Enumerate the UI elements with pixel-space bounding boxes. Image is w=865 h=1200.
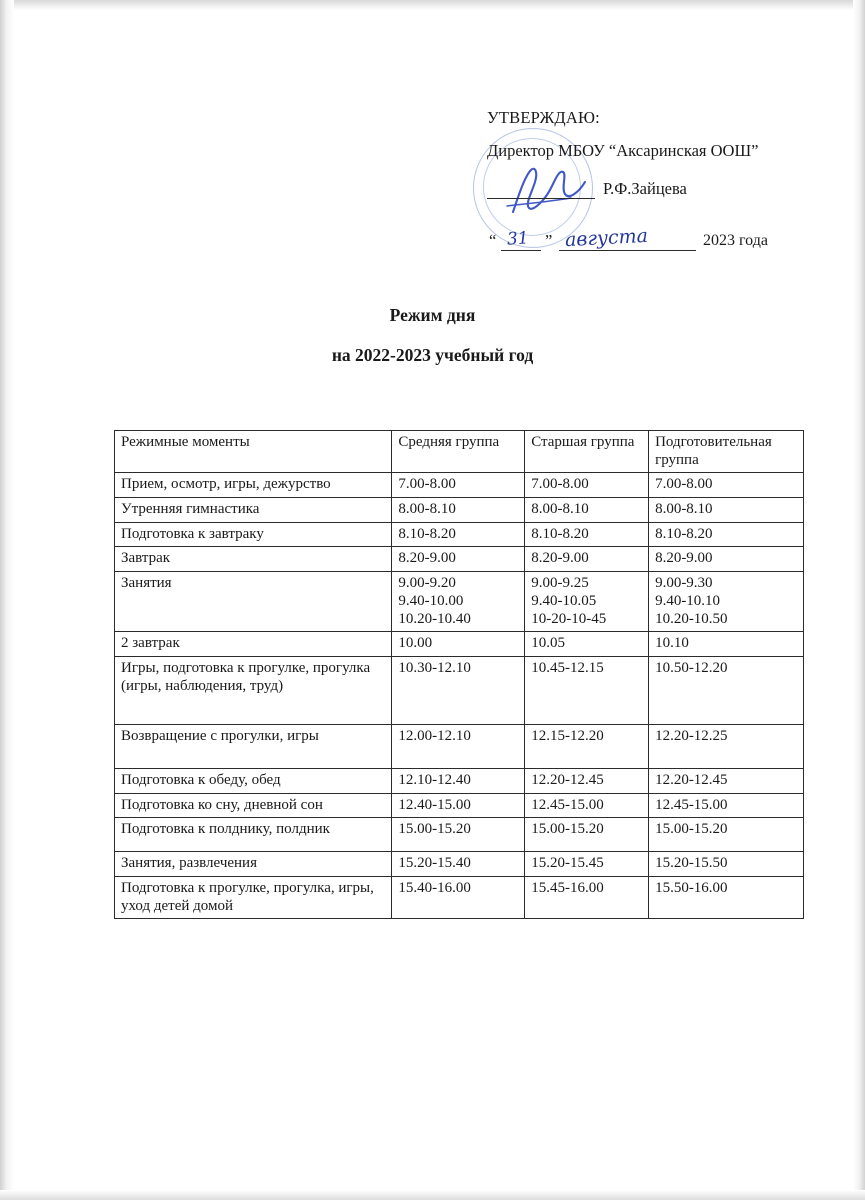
cell-prep-group: 12.45-15.00	[649, 793, 804, 818]
table-row	[115, 632, 804, 657]
table-header-row	[115, 431, 804, 473]
cell-middle-group: 15.40-16.00	[392, 876, 525, 918]
approval-block	[487, 110, 807, 257]
cell-prep-group: 7.00-8.00	[649, 473, 804, 498]
table-row	[115, 656, 804, 724]
handwritten-day: 31	[506, 228, 530, 250]
cell-senior-group: 7.00-8.00	[525, 473, 649, 498]
table-row	[115, 522, 804, 547]
cell-middle-group: 9.00-9.20 9.40-10.00 10.20-10.40	[392, 572, 525, 632]
table-row	[115, 818, 804, 852]
cell-prep-group: 15.50-16.00	[649, 876, 804, 918]
table-row	[115, 547, 804, 572]
cell-senior-group: 9.00-9.25 9.40-10.05 10-20-10-45	[525, 572, 649, 632]
page-title: Режим дня	[389, 305, 476, 325]
table-row	[115, 572, 804, 632]
cell-senior-group: 8.20-9.00	[525, 547, 649, 572]
signature-rule	[487, 198, 595, 199]
page-edge-right	[853, 0, 865, 1200]
cell-moment: Подготовка к полднику, полдник	[115, 818, 392, 852]
date-year: 2023 года	[703, 232, 768, 249]
cell-senior-group: 15.00-15.20	[525, 818, 649, 852]
cell-prep-group: 12.20-12.25	[649, 724, 804, 768]
director-name: Р.Ф.Зайцева	[603, 179, 687, 198]
page-edge-left	[0, 0, 14, 1200]
cell-middle-group: 8.10-8.20	[392, 522, 525, 547]
cell-middle-group: 8.00-8.10	[392, 498, 525, 523]
cell-prep-group: 8.20-9.00	[649, 547, 804, 572]
cell-middle-group: 8.20-9.00	[392, 547, 525, 572]
approval-date-row	[487, 224, 807, 257]
page-edge-top	[0, 0, 865, 10]
schedule-table	[114, 430, 804, 919]
cell-moment: Подготовка ко сну, дневной сон	[115, 793, 392, 818]
approval-heading: УТВЕРЖДАЮ:	[487, 108, 600, 127]
date-day-rule	[501, 250, 541, 251]
header-moments: Режимные моменты	[115, 431, 392, 473]
schedule-table-wrap	[114, 430, 804, 919]
cell-moment: Утренняя гимнастика	[115, 498, 392, 523]
cell-moment: Занятия, развлечения	[115, 852, 392, 877]
cell-senior-group: 15.20-15.45	[525, 852, 649, 877]
header-prep-group: Подготовительная группа	[649, 431, 804, 473]
cell-prep-group: 8.00-8.10	[649, 498, 804, 523]
cell-moment: Возвращение с прогулки, игры	[115, 724, 392, 768]
signature-line-row	[487, 181, 807, 205]
page-edge-bottom	[0, 1190, 865, 1200]
cell-middle-group: 10.00	[392, 632, 525, 657]
table-row	[115, 876, 804, 918]
header-middle-group: Средняя группа	[392, 431, 525, 473]
cell-senior-group: 10.05	[525, 632, 649, 657]
table-row	[115, 768, 804, 793]
table-row	[115, 724, 804, 768]
page-subtitle: на 2022-2023 учебный год	[331, 345, 534, 365]
cell-senior-group: 10.45-12.15	[525, 656, 649, 724]
cell-senior-group: 12.15-12.20	[525, 724, 649, 768]
cell-middle-group: 10.30-12.10	[392, 656, 525, 724]
quote-open: “	[489, 231, 497, 250]
cell-prep-group: 8.10-8.20	[649, 522, 804, 547]
cell-middle-group: 12.00-12.10	[392, 724, 525, 768]
cell-senior-group: 12.45-15.00	[525, 793, 649, 818]
header-senior-group: Старшая группа	[525, 431, 649, 473]
cell-middle-group: 12.10-12.40	[392, 768, 525, 793]
cell-prep-group: 9.00-9.30 9.40-10.10 10.20-10.50	[649, 572, 804, 632]
quote-close: ”	[545, 231, 553, 250]
cell-moment: Подготовка к обеду, обед	[115, 768, 392, 793]
cell-middle-group: 7.00-8.00	[392, 473, 525, 498]
cell-prep-group: 12.20-12.45	[649, 768, 804, 793]
cell-prep-group: 10.10	[649, 632, 804, 657]
cell-middle-group: 15.20-15.40	[392, 852, 525, 877]
cell-prep-group: 15.00-15.20	[649, 818, 804, 852]
table-row	[115, 852, 804, 877]
cell-prep-group: 15.20-15.50	[649, 852, 804, 877]
cell-moment: Подготовка к завтраку	[115, 522, 392, 547]
cell-moment: Подготовка к прогулке, прогулка, игры, уход детей домой	[115, 876, 392, 918]
cell-senior-group: 12.20-12.45	[525, 768, 649, 793]
handwritten-month: августа	[564, 224, 649, 252]
cell-senior-group: 8.00-8.10	[525, 498, 649, 523]
cell-moment: Завтрак	[115, 547, 392, 572]
cell-moment: Прием, осмотр, игры, дежурство	[115, 473, 392, 498]
cell-prep-group: 10.50-12.20	[649, 656, 804, 724]
cell-middle-group: 12.40-15.00	[392, 793, 525, 818]
table-row	[115, 473, 804, 498]
cell-moment: 2 завтрак	[115, 632, 392, 657]
director-line: Директор МБОУ “Аксаринская ООШ”	[487, 140, 759, 160]
table-row	[115, 498, 804, 523]
cell-senior-group: 15.45-16.00	[525, 876, 649, 918]
cell-moment: Занятия	[115, 572, 392, 632]
cell-senior-group: 8.10-8.20	[525, 522, 649, 547]
cell-moment: Игры, подготовка к прогулке, прогулка (игры, наблюдения, труд)	[115, 656, 392, 724]
table-row	[115, 793, 804, 818]
cell-middle-group: 15.00-15.20	[392, 818, 525, 852]
